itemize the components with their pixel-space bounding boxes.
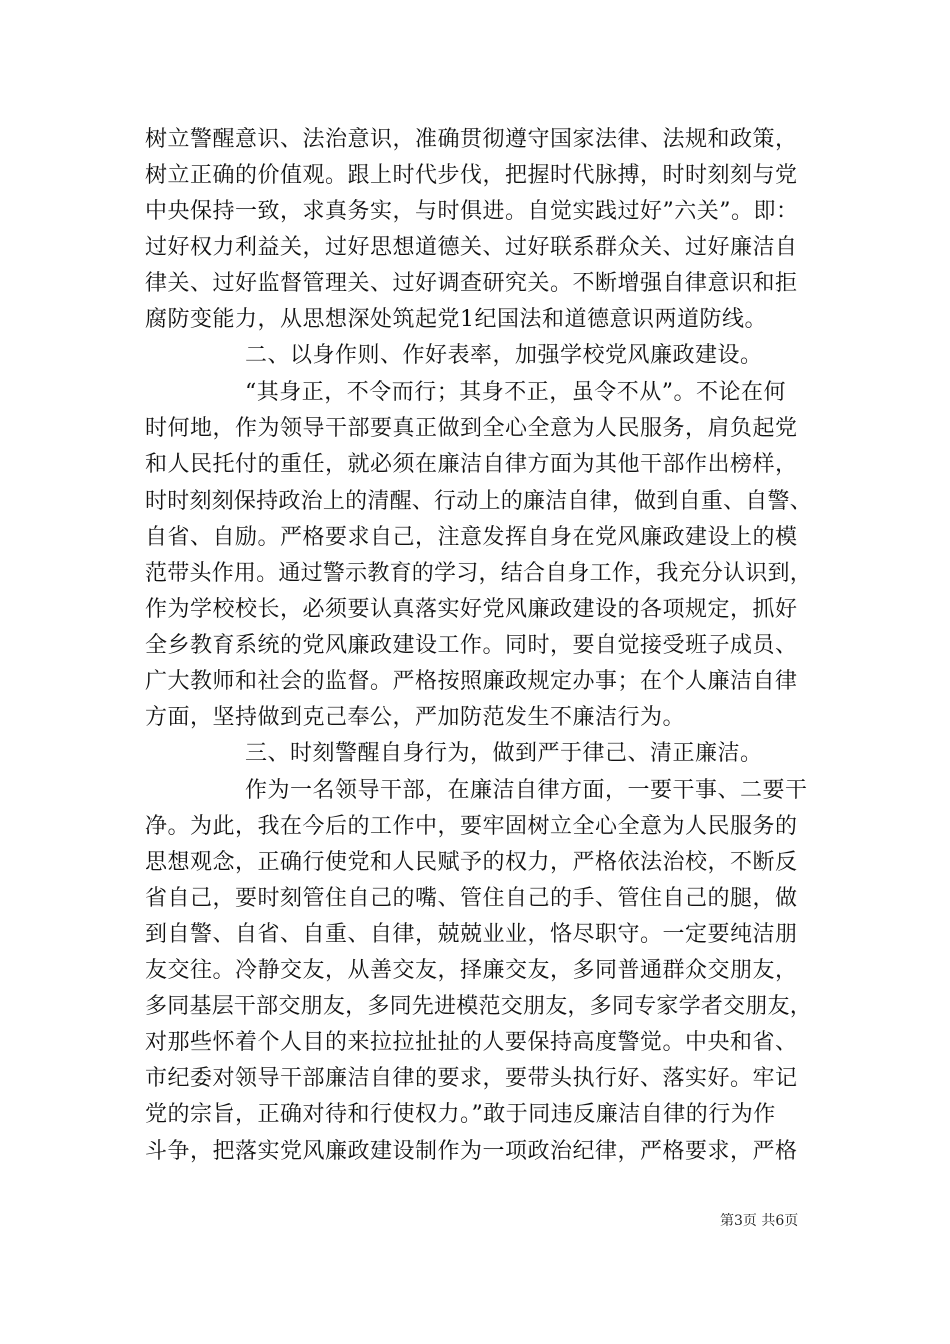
text-line: 时何地，作为领导干部要真正做到全心全意为人民服务，肩负起党 xyxy=(145,416,798,441)
text-line: 时时刻刻保持政治上的清醒、行动上的廉洁自律，做到自重、自警、 xyxy=(145,489,813,514)
text-line: 广大教师和社会的监督。严格按照廉政规定办事；在个人廉洁自律 xyxy=(145,669,798,694)
text-line: 方面，坚持做到克己奉公，严加防范发生不廉洁行为。 xyxy=(145,705,686,730)
text-line: 市纪委对领导干部廉洁自律的要求，要带头执行好、落实好。牢记 xyxy=(145,1066,798,1091)
text-line: 思想观念，正确行使党和人民赋予的权力，严格依法治校，不断反 xyxy=(145,850,798,875)
text-line: 律关、过好监督管理关、过好调查研究关。不断增强自律意识和拒 xyxy=(145,271,798,296)
text-line: 斗争，把落实党风廉政建设制作为一项政治纪律，严格要求，严格 xyxy=(145,1139,798,1164)
text-line: 范带头作用。通过警示教育的学习，结合自身工作，我充分认识到， xyxy=(145,561,813,586)
text-line: 过好权力利益关，过好思想道德关、过好联系群众关、过好廉洁自 xyxy=(145,235,798,260)
text-line: 作为一名领导干部，在廉洁自律方面，一要干事、二要干 xyxy=(245,778,808,803)
section-heading: 二、以身作则、作好表率，加强学校党风廉政建设。 xyxy=(245,343,763,368)
text-line: 树立正确的价值观。跟上时代步伐，把握时代脉搏，时时刻刻与党 xyxy=(145,163,798,188)
text-line: 多同基层干部交朋友，多同先进模范交朋友，多同专家学者交朋友， xyxy=(145,994,813,1019)
text-line: 和人民托付的重任，就必须在廉洁自律方面为其他干部作出榜样， xyxy=(145,452,798,477)
text-line: 净。为此，我在今后的工作中，要牢固树立全心全意为人民服务的 xyxy=(145,814,798,839)
text-line: 到自警、自省、自重、自律，兢兢业业，恪尽职守。一定要纯洁朋 xyxy=(145,922,798,947)
text-line: 友交往。冷静交友，从善交友，择廉交友，多同普通群众交朋友， xyxy=(145,958,798,983)
text-line: “其身正，不令而行；其身不正，虽令不从”。不论在何 xyxy=(245,380,786,405)
text-line: 作为学校校长，必须要认真落实好党风廉政建设的各项规定，抓好 xyxy=(145,597,798,622)
page-number: 第3页 共6页 xyxy=(720,1213,799,1229)
text-line: 全乡教育系统的党风廉政建设工作。同时，要自觉接受班子成员、 xyxy=(145,633,798,658)
text-line: 省自己，要时刻管住自己的嘴、管住自己的手、管住自己的腿，做 xyxy=(145,886,798,911)
text-line: 腐防变能力，从思想深处筑起党1纪国法和道德意识两道防线。 xyxy=(145,307,767,332)
text-line: 党的宗旨，正确对待和行使权力。”敢于同违反廉洁自律的行为作 xyxy=(145,1102,776,1127)
text-line: 中央保持一致，求真务实，与时俱进。自觉实践过好”六关”。即： xyxy=(145,199,799,224)
text-line: 自省、自励。严格要求自己，注意发挥自身在党风廉政建设上的模 xyxy=(145,525,798,550)
text-line: 对那些怀着个人目的来拉拉扯扯的人要保持高度警觉。中央和省、 xyxy=(145,1030,798,1055)
section-heading: 三、时刻警醒自身行为，做到严于律己、清正廉洁。 xyxy=(245,741,763,766)
text-line: 树立警醒意识、法治意识，准确贯彻遵守国家法律、法规和政策， xyxy=(145,127,798,152)
